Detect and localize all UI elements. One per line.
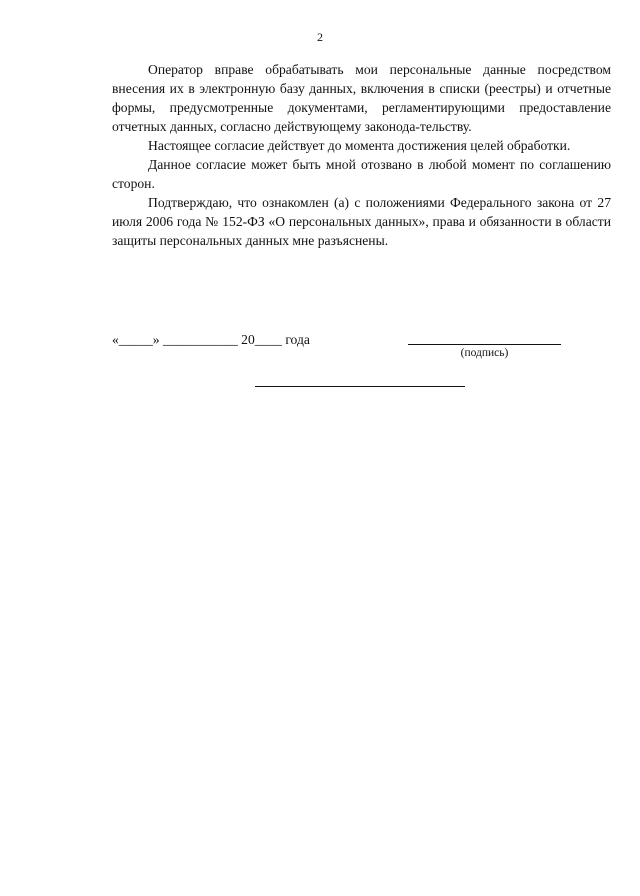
signature-caption: (подпись) [460, 347, 509, 359]
page-number: 2 [317, 30, 323, 44]
name-line [255, 386, 465, 387]
paragraph-validity: Настоящее согласие действует до момента достижения целей обработки. [148, 138, 571, 153]
signature-line [408, 344, 561, 345]
date-field: «_____» ___________ 20____ года [112, 332, 310, 347]
paragraph-revocation: Данное согласие может быть мной отозвано в любой момент по соглашению сторон. [112, 157, 611, 191]
consent-body [112, 60, 611, 250]
paragraph-confirmation: Подтверждаю, что ознакомлен (а) с положениями Федерального закона от 27 июля 2006 года № 152-ФЗ «О персональных данных», права и обязанности в области защиты персональных данных мне разъяснены. [112, 195, 611, 248]
paragraph-processing: Оператор вправе обрабатывать мои персональные данные посредством внесения их в электронную базу данных, включения в списки (реестры) и отчетные формы, предусмотренные документами, регламентирующими предоставление отчетных данных, согласно действующему законода-тельству. [112, 62, 611, 134]
